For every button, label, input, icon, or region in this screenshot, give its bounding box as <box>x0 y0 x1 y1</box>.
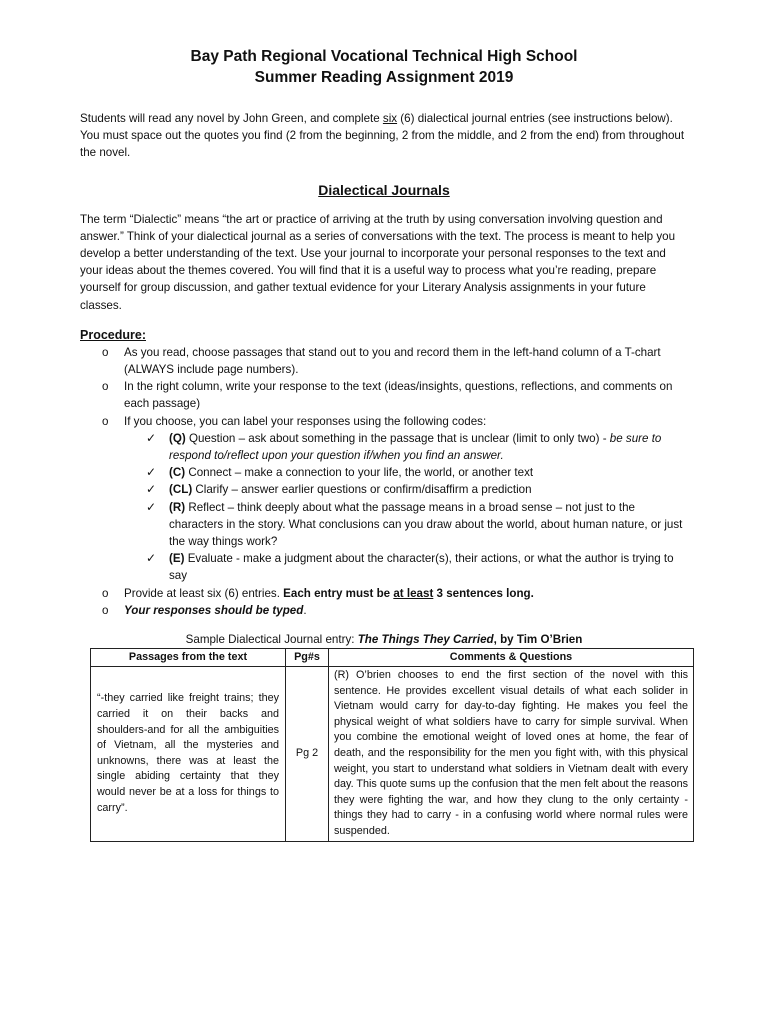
page-cell: Pg 2 <box>286 667 329 842</box>
circle-bullet-icon: o <box>102 380 109 394</box>
sample-caption: Sample Dialectical Journal entry: The Things They Carried, by Tim O’Brien <box>185 633 583 647</box>
response-codes-list <box>124 430 688 585</box>
table-header-row <box>91 649 694 667</box>
code-item-connect: ✓ (C) Connect – make a connection to your life, the world, or another text <box>124 464 688 481</box>
procedure-item: o In the right column, write your response to the text (ideas/insights, questions, reflections, and comments on each passage) <box>102 380 673 411</box>
assignment-title: Summer Reading Assignment 2019 <box>254 69 514 86</box>
checkmark-icon: ✓ <box>146 430 157 445</box>
procedure-item: o Your responses should be typed. <box>80 602 688 619</box>
procedure-item: o If you choose, you can label your responses using the following codes: ✓ (Q) Question – ask about something in the passage that is unclear (limit to only two) - be sure to respond to/reflect upon your question if/when you find an answer. ✓ (C) Connect – make a connection to your life, the world, or another text ✓ (CL) Clarify – answer earlier questions or confirm/disaffirm a prediction ✓ (R) Reflect – think deeply about what the passage means in a broad sense – not just to the characters in the story. What conclusions can you draw about the world, about human nature, or just the way things work? ✓ (E) Evaluate - make a judgment about the character(s), their actions, or what the author is trying to say <box>80 413 688 585</box>
school-name: Bay Path Regional Vocational Technical High School <box>190 48 578 65</box>
checkmark-icon: ✓ <box>146 482 157 497</box>
checkmark-icon: ✓ <box>146 551 157 566</box>
intro-paragraph: Students will read any novel by John Green, and complete six (6) dialectical journal entries (see instructions below). You must space out the quotes you find (2 from the beginning, 2 from the middle, and 2 from the end) from throughout the novel. <box>80 112 685 160</box>
passage-cell: “-they carried like freight trains; they carried it on their backs and shoulders-and for all the ambiguities of Vietnam, all the mysteries and unknowns, there was at least the single abiding certainty that they would never be at a loss for things to carry”. <box>91 667 286 842</box>
sample-journal-table <box>90 648 694 842</box>
code-item-clarify: ✓ (CL) Clarify – answer earlier questions or confirm/disaffirm a prediction <box>124 481 688 498</box>
procedure-item: o As you read, choose passages that stand out to you and record them in the left-hand column of a T-chart (ALWAYS include page numbers). <box>102 345 661 377</box>
checkmark-icon: ✓ <box>146 465 157 480</box>
dialectic-definition-paragraph: The term “Dialectic” means “the art or practice of arriving at the truth by using conversation involving question and answer.” Think of your dialectical journal as a series of conversations with the text. The process is meant to help you develop a better understanding of the text. Use your journal to incorporate your personal responses to the text and your ideas about the themes covered. You will find that it is a useful way to process what you’re reading, prepare yourself for group discussion, and gather textual evidence for your Literary Analysis assignments in your future classes. <box>80 212 676 312</box>
column-header-passages: Passages from the text <box>91 649 286 667</box>
section-heading-dialectical-journals: Dialectical Journals <box>318 181 450 198</box>
circle-bullet-icon: o <box>102 603 109 617</box>
table-row <box>91 667 694 842</box>
circle-bullet-icon: o <box>102 345 109 359</box>
circle-bullet-icon: o <box>102 586 109 600</box>
procedure-list <box>80 344 688 619</box>
code-item-evaluate: ✓ (E) Evaluate - make a judgment about the character(s), their actions, or what the author is trying to say <box>146 551 674 583</box>
comment-cell: (R) O’brien chooses to end the first section of the novel with this sentence. He provides excellent visual details of what each solider in Vietnam would carry for day-to-day fighting. He makes you feel the physical weight of what soldiers have to carry for simple survival. When you combine the emotional weight of loved ones at home, the fear of death, and the responsibility for the men you fight with, with this physical weight, you start to understand what soldiers in Vietnam dealt with every day. This quote sums up the confusion that the men felt about the reasons they were fighting the war, and how they clung to the only certainty - things they had to carry - in a confusing world where normal rules were suspended. <box>329 667 694 842</box>
code-item-reflect: ✓ (R) Reflect – think deeply about what the passage means in a broad sense – not just to the characters in the story. What conclusions can you draw about the world, about human nature, or just the way things work? <box>146 499 683 549</box>
procedure-heading: Procedure: <box>80 327 146 342</box>
code-item-question: ✓ (Q) Question – ask about something in the passage that is unclear (limit to only two) - be sure to respond to/reflect upon your question if/when you find an answer. <box>146 430 662 463</box>
column-header-page: Pg#s <box>286 649 329 667</box>
column-header-comments: Comments & Questions <box>329 649 694 667</box>
procedure-item: o Provide at least six (6) entries. Each entry must be at least 3 sentences long. <box>80 585 688 602</box>
circle-bullet-icon: o <box>102 414 109 428</box>
checkmark-icon: ✓ <box>146 499 157 514</box>
